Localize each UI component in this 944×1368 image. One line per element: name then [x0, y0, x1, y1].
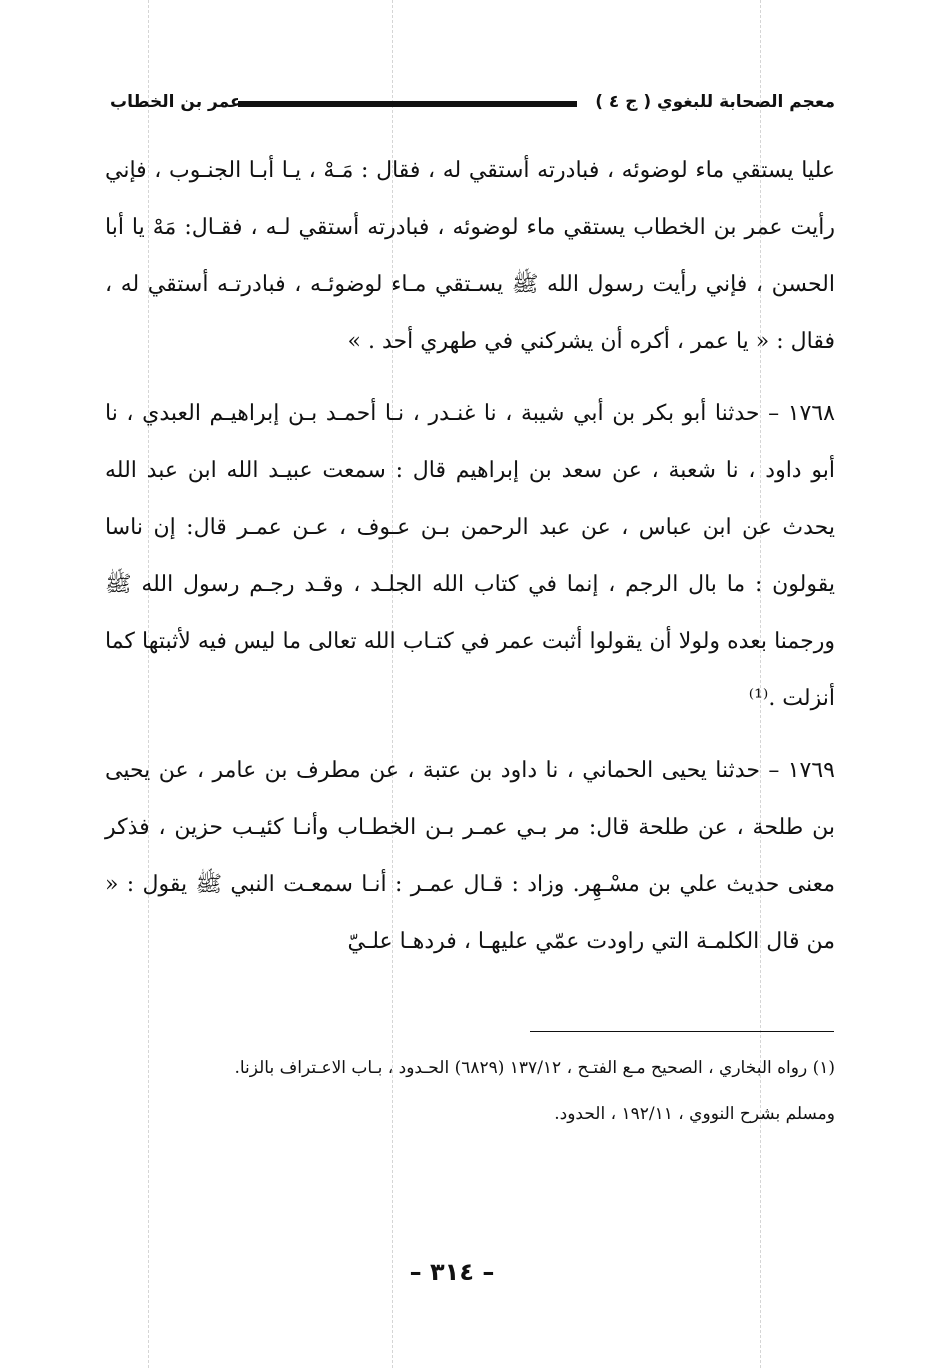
- footnotes: [110, 1050, 835, 1142]
- hadith-1769: ١٧٦٩ – حدثنا يحيى الحماني ، نا داود بن عتبة ، عن مطرف بن عامر ، عن يحيى بن طلحة ، عن طلحة قال: مر بـي عمـر بـن الخطـاب وأنـا كئيـب حزين ، فذكر معنى حديث علي بن مسْـهِر. وزاد : قـال عمـر : أنـا سمعـت النبي ﷺ يقول : « من قال الكلمـة التي راودت عمّي عليهـا ، فردهـا علـيّ: [105, 758, 836, 954]
- footnote-1: (١) رواه البخاري ، الصحيح مـع الفتـح ، ١٣٧/١٢ (٦٨٢٩) الحـدود ، بـاب الاعـتراف بالزنا.: [234, 1058, 835, 1078]
- main-text: [105, 142, 835, 985]
- page-number: – ٣١٤ –: [409, 1258, 495, 1286]
- hadith-1768: ١٧٦٨ – حدثنا أبو بكر بن أبي شيبة ، نا غنـدر ، نـا أحمـد بـن إبراهيـم العبدي ، نا أبو داود ، نا شعبة ، عن سعد بن إبراهيم قال : سمعت عبيـد الله ابن عبد الله يحدث عن ابن عباس ، عن عبد الرحمن بـن عـوف ، عـن عمـر قال: إن ناسا يقولون : ما بال الرجم ، إنما في كتاب الله الجلـد ، وقـد رجـم رسول الله ﷺ ورجمنا بعده ولولا أن يقولوا أثبت عمر في كتـاب الله تعالى ما ليس فيه لأثبتها كما أنزلت .⁽¹⁾: [105, 401, 835, 711]
- footnote-divider: [530, 1031, 834, 1032]
- header-rule: [238, 101, 577, 107]
- section-title: عمر بن الخطاب: [110, 92, 242, 112]
- book-title: معجم الصحابة للبغوي ( ج ٤ ): [595, 92, 835, 112]
- running-header: [110, 92, 835, 124]
- footnote-1-continued: ومسلم بشرح النووي ، ١٩٢/١١ ، الحدود.: [554, 1104, 835, 1124]
- paragraph: عليا يستقي ماء لوضوئه ، فبادرته أستقي له ، فقال : مَـهْ ، يـا أبـا الجنـوب ، فإني رأيت عمر بن الخطاب يستقي ماء لوضوئه ، فبادرته أستقي لـه ، فقـال: مَهْ يا أبا الحسن ، فإني رأيت رسول الله ﷺ يسـتقي مـاء لوضوئـه ، فبادرتـه أستقي له ، فقال : « يا عمر ، أكره أن يشركني في طهري أحد . »: [105, 158, 835, 354]
